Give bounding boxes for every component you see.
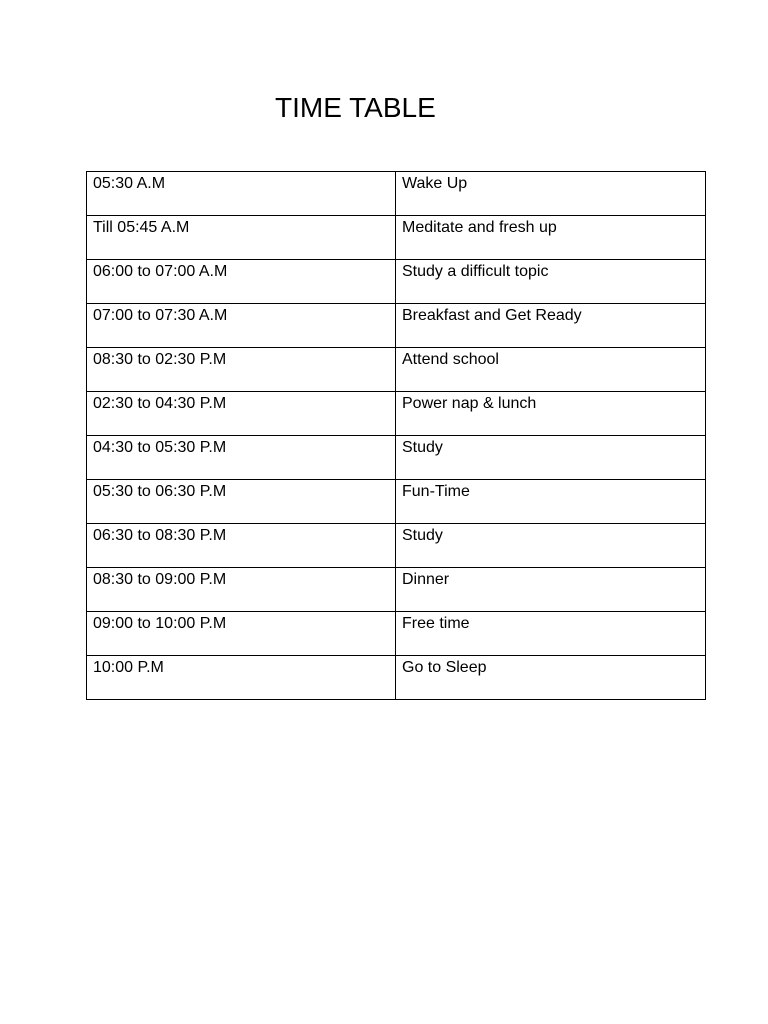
table-row: [87, 612, 706, 656]
time-cell: 07:00 to 07:30 A.M: [87, 304, 396, 348]
time-cell: 06:30 to 08:30 P.M: [87, 524, 396, 568]
activity-cell: Study a difficult topic: [396, 260, 706, 304]
table-row: [87, 524, 706, 568]
time-cell: 08:30 to 09:00 P.M: [87, 568, 396, 612]
time-cell: 05:30 to 06:30 P.M: [87, 480, 396, 524]
table-row: [87, 568, 706, 612]
table-row: [87, 304, 706, 348]
activity-cell: Power nap & lunch: [396, 392, 706, 436]
table-row: [87, 656, 706, 700]
time-cell: 06:00 to 07:00 A.M: [87, 260, 396, 304]
table-row: [87, 392, 706, 436]
table-row: [87, 216, 706, 260]
time-cell: 05:30 A.M: [87, 172, 396, 216]
activity-cell: Study: [396, 524, 706, 568]
time-cell: 02:30 to 04:30 P.M: [87, 392, 396, 436]
activity-cell: Attend school: [396, 348, 706, 392]
time-cell: 08:30 to 02:30 P.M: [87, 348, 396, 392]
time-cell: Till 05:45 A.M: [87, 216, 396, 260]
activity-cell: Fun-Time: [396, 480, 706, 524]
activity-cell: Dinner: [396, 568, 706, 612]
table-row: [87, 172, 706, 216]
page-title: TIME TABLE: [275, 92, 436, 123]
table-row: [87, 436, 706, 480]
table-row: [87, 260, 706, 304]
time-cell: 10:00 P.M: [87, 656, 396, 700]
activity-cell: Breakfast and Get Ready: [396, 304, 706, 348]
table-row: [87, 480, 706, 524]
timetable-body: [87, 172, 706, 700]
time-cell: 04:30 to 05:30 P.M: [87, 436, 396, 480]
timetable: [86, 171, 706, 700]
activity-cell: Study: [396, 436, 706, 480]
activity-cell: Wake Up: [396, 172, 706, 216]
activity-cell: Meditate and fresh up: [396, 216, 706, 260]
table-row: [87, 348, 706, 392]
activity-cell: Free time: [396, 612, 706, 656]
activity-cell: Go to Sleep: [396, 656, 706, 700]
time-cell: 09:00 to 10:00 P.M: [87, 612, 396, 656]
